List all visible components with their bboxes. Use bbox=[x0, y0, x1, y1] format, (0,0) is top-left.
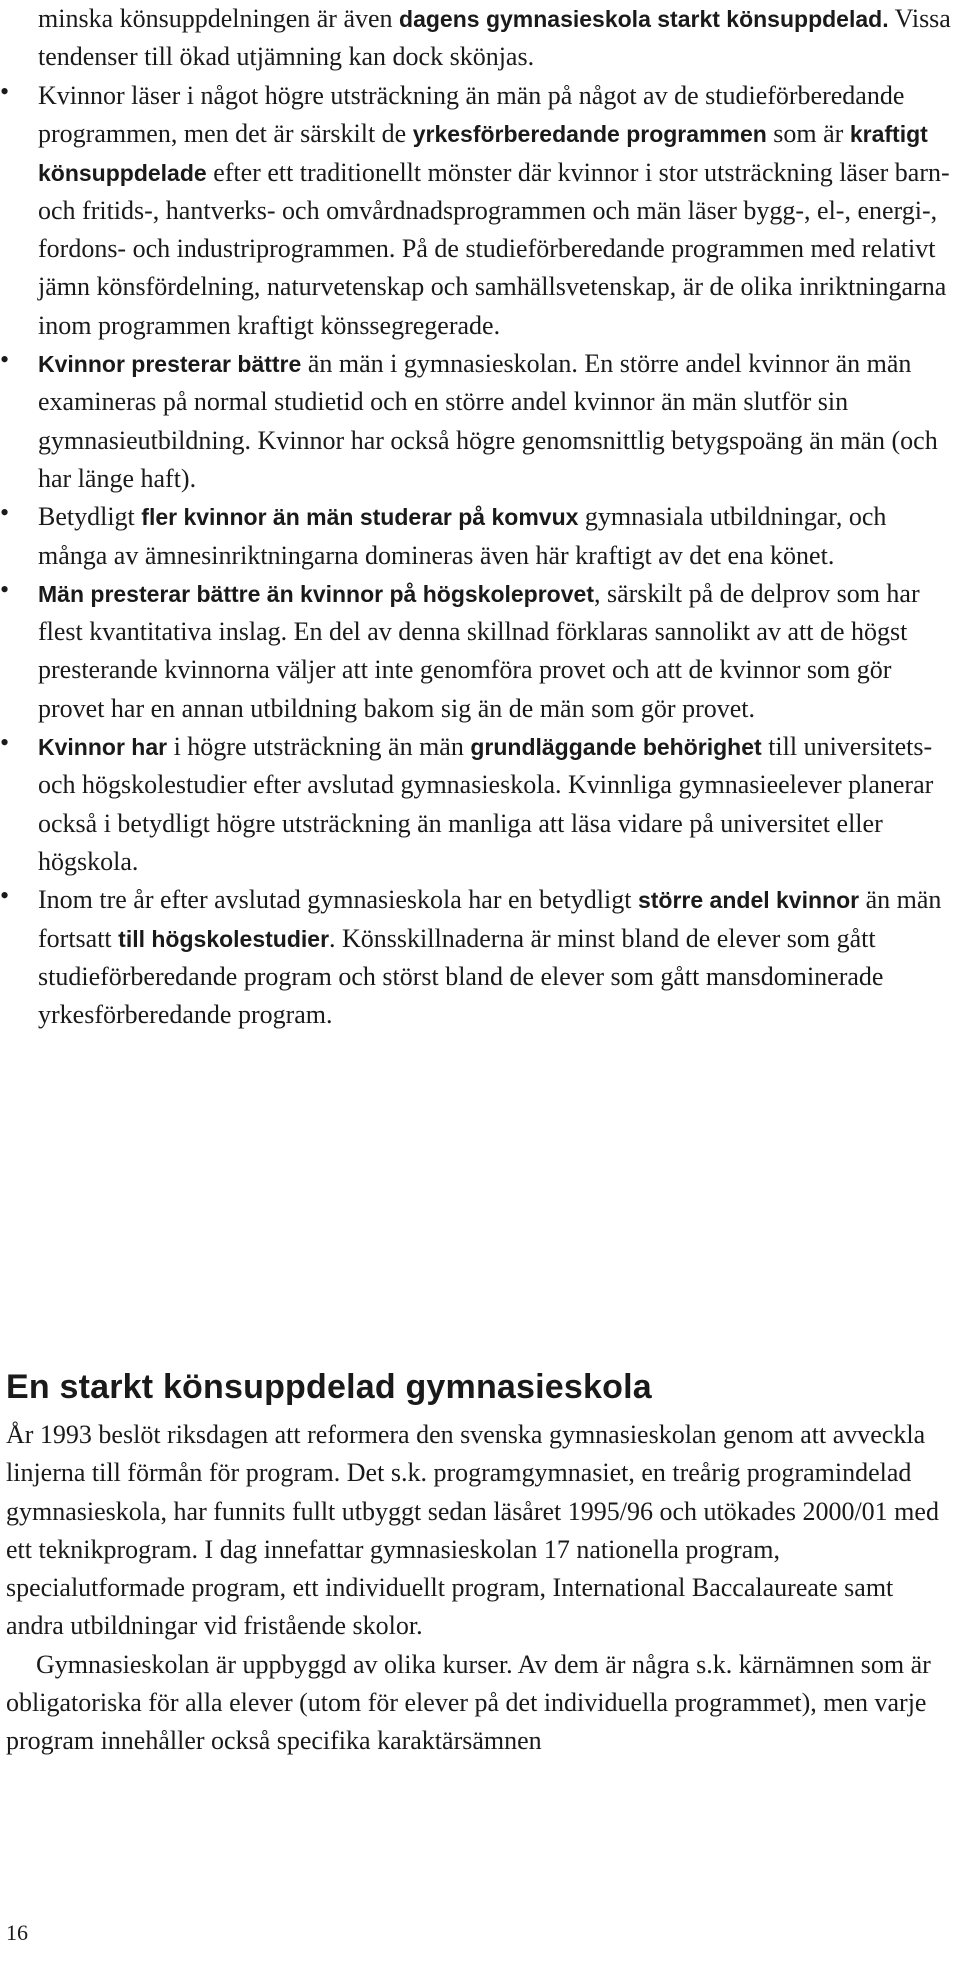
bold-text: till högskolestudier bbox=[118, 925, 330, 952]
bold-text: Kvinnor presterar bättre bbox=[38, 351, 302, 378]
continuation-paragraph: minska könsuppdelningen är även dagens gymnasieskola starkt könsuppdelad. Vissa tendenser till ökad utjämning kan dock skönjas. bbox=[38, 4, 951, 72]
bullet-icon: • bbox=[0, 574, 10, 604]
bullet-icon: • bbox=[0, 77, 10, 106]
list-item: • Kvinnor har i högre utsträckning än män grundläggande behörighet till universitets- och högskolestudier efter avslutad gymnasieskola. Kvinnliga gymnasieelever planerar också i betydligt högre utsträckning än manliga att läsa vidare på universitet eller högskola. bbox=[0, 728, 934, 876]
list-item: • Män presterar bättre än kvinnor på högskoleprovet, särskilt på de delprov som har flest kvantitativa inslag. En del av denna skillnad förklaras sannolikt av att de högst presterande kvinnorna väljer att inte genomföra provet och att de kvinnor som gör provet har en annan utbildning bakom sig än de män som gör provet. bbox=[0, 574, 920, 723]
bold-text: kraftigt könsuppdelade bbox=[38, 121, 928, 186]
bold-text: Män presterar bättre än kvinnor på högskoleprovet bbox=[38, 580, 594, 607]
list-item: • Kvinnor läser i något högre utsträckning än män på något av de studieförberedande programmen, men det är särskilt de yrkesförberedande programmen som är kraftigt könsuppdelade efter ett traditionellt mönster där kvinnor i stor utsträckning läser barn- och fritids-, hantverks- och omvårdnadsprogrammen och män läser bygg-, el-, energi-, fordons- och industriprogrammen. På de studieförberedande programmen med relativt jämn könsfördelning, naturvetenskap och samhällsvetenskap, är de olika inriktningarna inom programmen kraftigt könssegregerade. bbox=[0, 77, 950, 340]
bullet-icon: • bbox=[0, 881, 10, 911]
bold-text: större andel kvinnor bbox=[637, 887, 860, 914]
section-paragraph: År 1993 beslöt riksdagen att reformera den svenska gymnasieskolan genom att avveckla linjerna till förmån för program. Det s.k. programgymnasiet, en treårig programindelad gymnasieskola, har funnits fullt utbyggt sedan läsåret 1995/96 och utökades 2000/01 med ett teknikprogram. I dag innefattar gymnasieskolan 17 nationella program, specialutformade program, ett individuellt program, International Baccalaureate samt andra utbildningar vid fristående skolor. bbox=[6, 1420, 939, 1641]
list-item: • Inom tre år efter avslutad gymnasieskola har en betydligt större andel kvinnor än män fortsatt till högskolestudier. Könsskillnaderna är minst bland de elever som gått studieförberedande program och störst bland de elever som gått mansdominerade yrkesförberedande program. bbox=[0, 881, 942, 1030]
bold-text: dagens gymnasieskola starkt könsuppdelad. bbox=[399, 6, 889, 32]
bullet-icon: • bbox=[0, 498, 10, 528]
bold-text: yrkesförberedande programmen bbox=[412, 121, 767, 148]
section-body bbox=[6, 1416, 954, 1761]
page-number: 16 bbox=[6, 1920, 28, 1945]
bold-text: Kvinnor har bbox=[38, 734, 168, 761]
section-paragraph: Gymnasieskolan är uppbyggd av olika kurser. Av dem är några s.k. kärnämnen som är obligatoriska för alla elever (utom för elever på det individuella programmet), men varje program innehåller också specifika karaktärsämnen bbox=[6, 1649, 931, 1756]
list-item: • Betydligt fler kvinnor än män studerar på komvux gymnasiala utbildningar, och många av ämnesinriktningarna domineras även här kraftigt av det ena könet. bbox=[0, 498, 887, 570]
section-heading: En starkt könsuppdelad gymnasieskola bbox=[6, 1368, 652, 1406]
findings-list bbox=[0, 77, 954, 1034]
bullet-icon: • bbox=[0, 345, 10, 375]
list-item: • Kvinnor presterar bättre än män i gymnasieskolan. En större andel kvinnor än män examineras på normal studietid och en större andel kvinnor än män slutför sin gymnasieutbildning. Kvinnor har också högre genomsnittlig betygspoäng än män (och har länge haft). bbox=[0, 345, 938, 493]
bold-text: grundläggande behörighet bbox=[470, 734, 762, 761]
bold-text: fler kvinnor än män studerar på komvux bbox=[141, 504, 579, 531]
bullet-icon: • bbox=[0, 728, 10, 758]
